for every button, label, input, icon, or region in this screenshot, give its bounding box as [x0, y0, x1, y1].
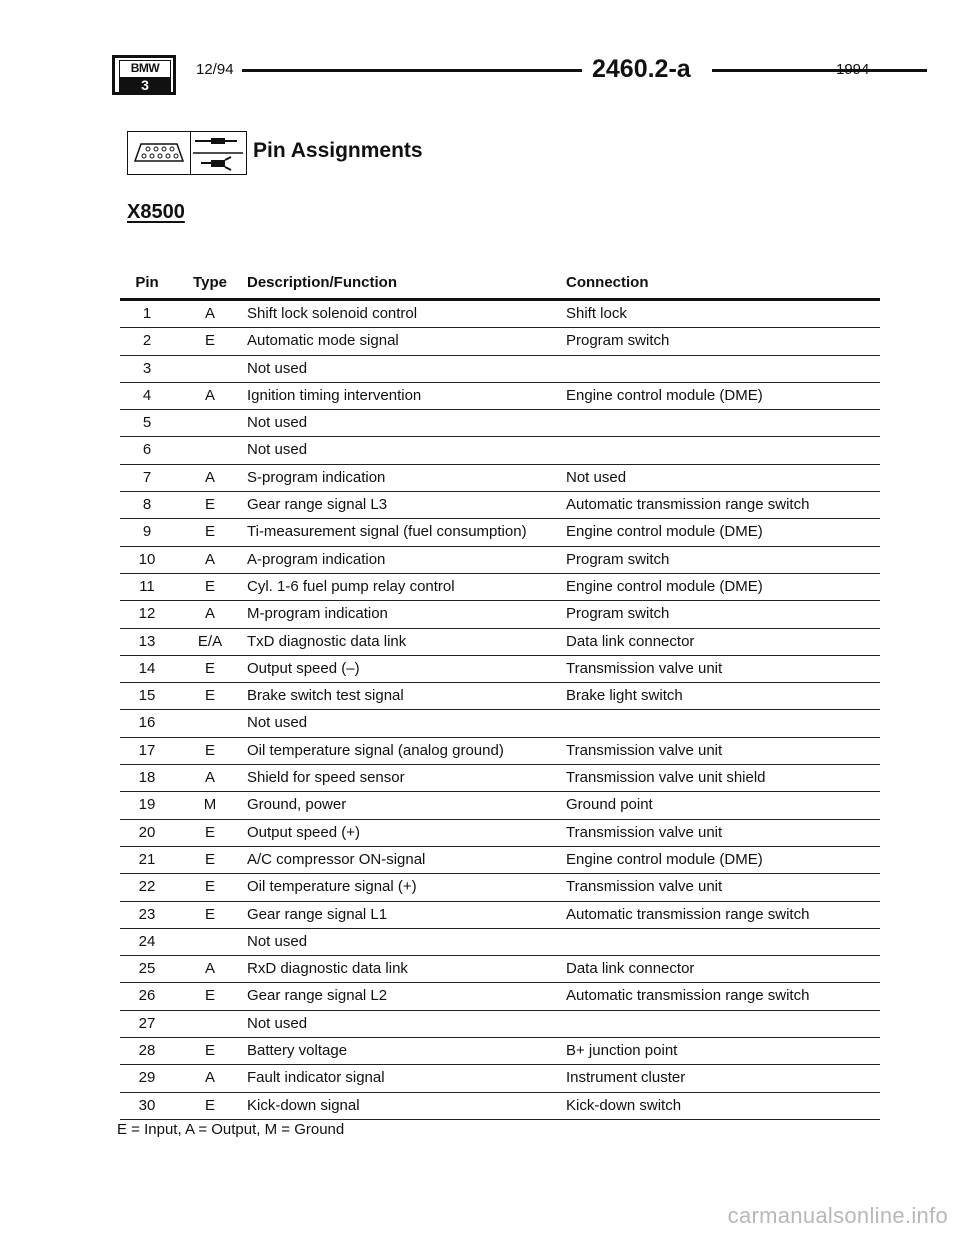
connection-cell: Ground point — [566, 796, 653, 814]
description-cell: Not used — [247, 714, 308, 732]
type-cell: A — [204, 305, 215, 322]
bmw-3-series-logo — [112, 55, 176, 95]
table-row — [120, 547, 880, 574]
type-cell: A — [204, 605, 215, 623]
table-row — [120, 983, 880, 1010]
pin-cell: 16 — [138, 714, 156, 732]
table-row — [120, 902, 880, 929]
table-row — [120, 629, 880, 656]
pin-cell: 23 — [138, 905, 156, 923]
connection-cell: Engine control module (DME) — [566, 850, 763, 868]
pin-cell: 30 — [138, 1096, 156, 1114]
header-type: Type — [193, 274, 227, 291]
table-row — [120, 1065, 880, 1092]
table-row — [120, 492, 880, 519]
watermark: carmanualsonline.info — [727, 1203, 948, 1228]
connection-cell: Kick-down switch — [566, 1096, 682, 1114]
connection-cell: Engine control module (DME) — [566, 386, 763, 404]
type-cell: E — [204, 741, 215, 759]
description-cell: Not used — [247, 359, 308, 377]
pin-assignment-table — [120, 270, 880, 1120]
type-cell: E — [204, 523, 215, 541]
type-cell: E — [204, 332, 215, 350]
table-row — [120, 874, 880, 901]
type-cell: A — [204, 1069, 215, 1087]
description-cell: M-program indication — [247, 605, 388, 623]
header-pin: Pin — [135, 274, 159, 291]
pin-cell: 12 — [138, 605, 156, 623]
table-row — [120, 574, 880, 601]
table-row — [120, 301, 880, 328]
type-cell: E — [204, 850, 215, 868]
type-cell: A — [204, 769, 215, 787]
table-row — [120, 929, 880, 956]
description-cell: Gear range signal L1 — [247, 905, 388, 923]
type-cell: M — [203, 796, 217, 814]
type-cell: E — [204, 496, 215, 514]
type-cell: E — [204, 659, 215, 677]
connection-cell: B+ junction point — [566, 1042, 678, 1060]
description-cell: Oil temperature signal (+) — [247, 878, 417, 896]
type-cell: E — [204, 1042, 215, 1060]
table-row — [120, 601, 880, 628]
connector-pins-icon — [127, 131, 191, 175]
pin-cell: 28 — [138, 1042, 156, 1060]
description-cell: Not used — [247, 932, 308, 950]
connection-cell: Engine control module (DME) — [566, 523, 763, 541]
table-row — [120, 765, 880, 792]
document-number: 2460.2-a — [592, 55, 691, 83]
pin-cell: 2 — [142, 332, 152, 350]
connection-cell: Automatic transmission range switch — [566, 987, 810, 1005]
table-row — [120, 1011, 880, 1038]
description-cell: Output speed (–) — [247, 659, 360, 677]
description-cell: Fault indicator signal — [247, 1069, 385, 1087]
type-cell: A — [204, 468, 215, 486]
description-cell: Brake switch test signal — [247, 687, 404, 705]
logo-series: 3 — [119, 78, 171, 93]
connector-id: X8500 — [127, 201, 185, 223]
pin-cell: 26 — [138, 987, 156, 1005]
description-cell: Not used — [247, 1014, 308, 1032]
type-legend-footnote: E = Input, A = Output, M = Ground — [117, 1121, 345, 1138]
pin-cell: 3 — [142, 359, 152, 377]
type-cell: E — [204, 823, 215, 841]
table-row — [120, 820, 880, 847]
pin-cell: 22 — [138, 878, 156, 896]
pin-cell: 21 — [138, 850, 156, 868]
table-row — [120, 437, 880, 464]
logo-brand: BMW — [119, 60, 171, 78]
pin-cell: 15 — [138, 687, 156, 705]
pin-cell: 27 — [138, 1014, 156, 1032]
connection-cell: Program switch — [566, 605, 670, 623]
description-cell: Cyl. 1-6 fuel pump relay control — [247, 577, 455, 595]
connection-cell: Program switch — [566, 550, 670, 568]
connection-cell: Engine control module (DME) — [566, 577, 763, 595]
table-row — [120, 519, 880, 546]
type-cell: A — [204, 386, 215, 404]
pin-cell: 17 — [138, 741, 156, 759]
connection-cell: Transmission valve unit shield — [566, 769, 766, 787]
pin-cell: 10 — [138, 550, 156, 568]
pin-cell: 6 — [142, 441, 152, 459]
table-row — [120, 1093, 880, 1120]
table-row — [120, 683, 880, 710]
header-date: 12/94 — [196, 61, 234, 78]
connection-cell: Not used — [566, 468, 627, 486]
description-cell: Ignition timing intervention — [247, 386, 422, 404]
header-rule-right — [712, 69, 927, 72]
description-cell: RxD diagnostic data link — [247, 960, 408, 978]
header-rule-left — [242, 69, 582, 72]
description-cell: Not used — [247, 441, 308, 459]
description-cell: Automatic mode signal — [247, 332, 399, 350]
table-row — [120, 656, 880, 683]
pin-cell: 24 — [138, 932, 156, 950]
section-title: Pin Assignments — [253, 139, 423, 162]
description-cell: S-program indication — [247, 468, 386, 486]
description-cell: Ground, power — [247, 796, 347, 814]
connection-cell: Program switch — [566, 332, 670, 350]
connection-cell: Transmission valve unit — [566, 878, 723, 896]
connection-cell: Data link connector — [566, 632, 695, 650]
description-cell: Not used — [247, 414, 308, 432]
type-cell: E — [204, 687, 215, 705]
connection-cell: Shift lock — [566, 305, 627, 322]
type-cell: E/A — [197, 632, 223, 650]
table-body — [120, 301, 880, 1120]
description-cell: A-program indication — [247, 550, 386, 568]
connection-cell: Transmission valve unit — [566, 823, 723, 841]
connection-cell: Transmission valve unit — [566, 659, 723, 677]
table-row — [120, 1038, 880, 1065]
type-cell: E — [204, 905, 215, 923]
description-cell: Oil temperature signal (analog ground) — [247, 741, 504, 759]
description-cell: Gear range signal L3 — [247, 496, 388, 514]
table-row — [120, 328, 880, 355]
pin-cell: 11 — [139, 577, 155, 595]
connection-cell: Brake light switch — [566, 687, 683, 705]
page-header — [112, 55, 880, 95]
connection-cell: Automatic transmission range switch — [566, 905, 810, 923]
description-cell: Shield for speed sensor — [247, 769, 405, 787]
pin-cell: 9 — [142, 523, 152, 541]
type-cell: E — [204, 878, 215, 896]
connection-cell: Data link connector — [566, 960, 695, 978]
type-cell: A — [204, 550, 215, 568]
connection-cell: Instrument cluster — [566, 1069, 686, 1087]
header-connection: Connection — [566, 274, 649, 291]
table-row — [120, 383, 880, 410]
table-row — [120, 710, 880, 737]
header-year: 1994 — [836, 61, 870, 78]
pin-cell: 5 — [142, 414, 152, 432]
table-row — [120, 792, 880, 819]
table-row — [120, 956, 880, 983]
table-header-row — [120, 270, 880, 301]
input-output-icon — [191, 131, 247, 175]
description-cell: Battery voltage — [247, 1042, 348, 1060]
pin-cell: 7 — [142, 468, 152, 486]
type-cell: E — [204, 1096, 215, 1114]
table-row — [120, 465, 880, 492]
pin-cell: 13 — [138, 632, 156, 650]
pin-cell: 18 — [138, 769, 156, 787]
pin-cell: 1 — [142, 305, 152, 322]
description-cell: Output speed (+) — [247, 823, 360, 841]
table-row — [120, 356, 880, 383]
type-cell: E — [204, 577, 215, 595]
type-cell: A — [204, 960, 215, 978]
pin-cell: 19 — [138, 796, 156, 814]
connection-cell: Transmission valve unit — [566, 741, 723, 759]
description-cell: Shift lock solenoid control — [247, 305, 418, 322]
section-heading — [127, 131, 527, 177]
type-cell: E — [204, 987, 215, 1005]
description-cell: A/C compressor ON-signal — [247, 850, 426, 868]
pin-cell: 14 — [138, 659, 156, 677]
connection-cell: Automatic transmission range switch — [566, 496, 810, 514]
header-description: Description/Function — [247, 274, 397, 291]
description-cell: Gear range signal L2 — [247, 987, 388, 1005]
description-cell: Ti-measurement signal (fuel consumption) — [247, 523, 527, 541]
table-row — [120, 847, 880, 874]
pin-cell: 8 — [142, 496, 152, 514]
pin-cell: 29 — [138, 1069, 156, 1087]
table-row — [120, 738, 880, 765]
pin-cell: 20 — [138, 823, 156, 841]
pin-cell: 4 — [142, 386, 152, 404]
pin-cell: 25 — [138, 960, 156, 978]
table-row — [120, 410, 880, 437]
description-cell: Kick-down signal — [247, 1096, 360, 1114]
description-cell: TxD diagnostic data link — [247, 632, 407, 650]
